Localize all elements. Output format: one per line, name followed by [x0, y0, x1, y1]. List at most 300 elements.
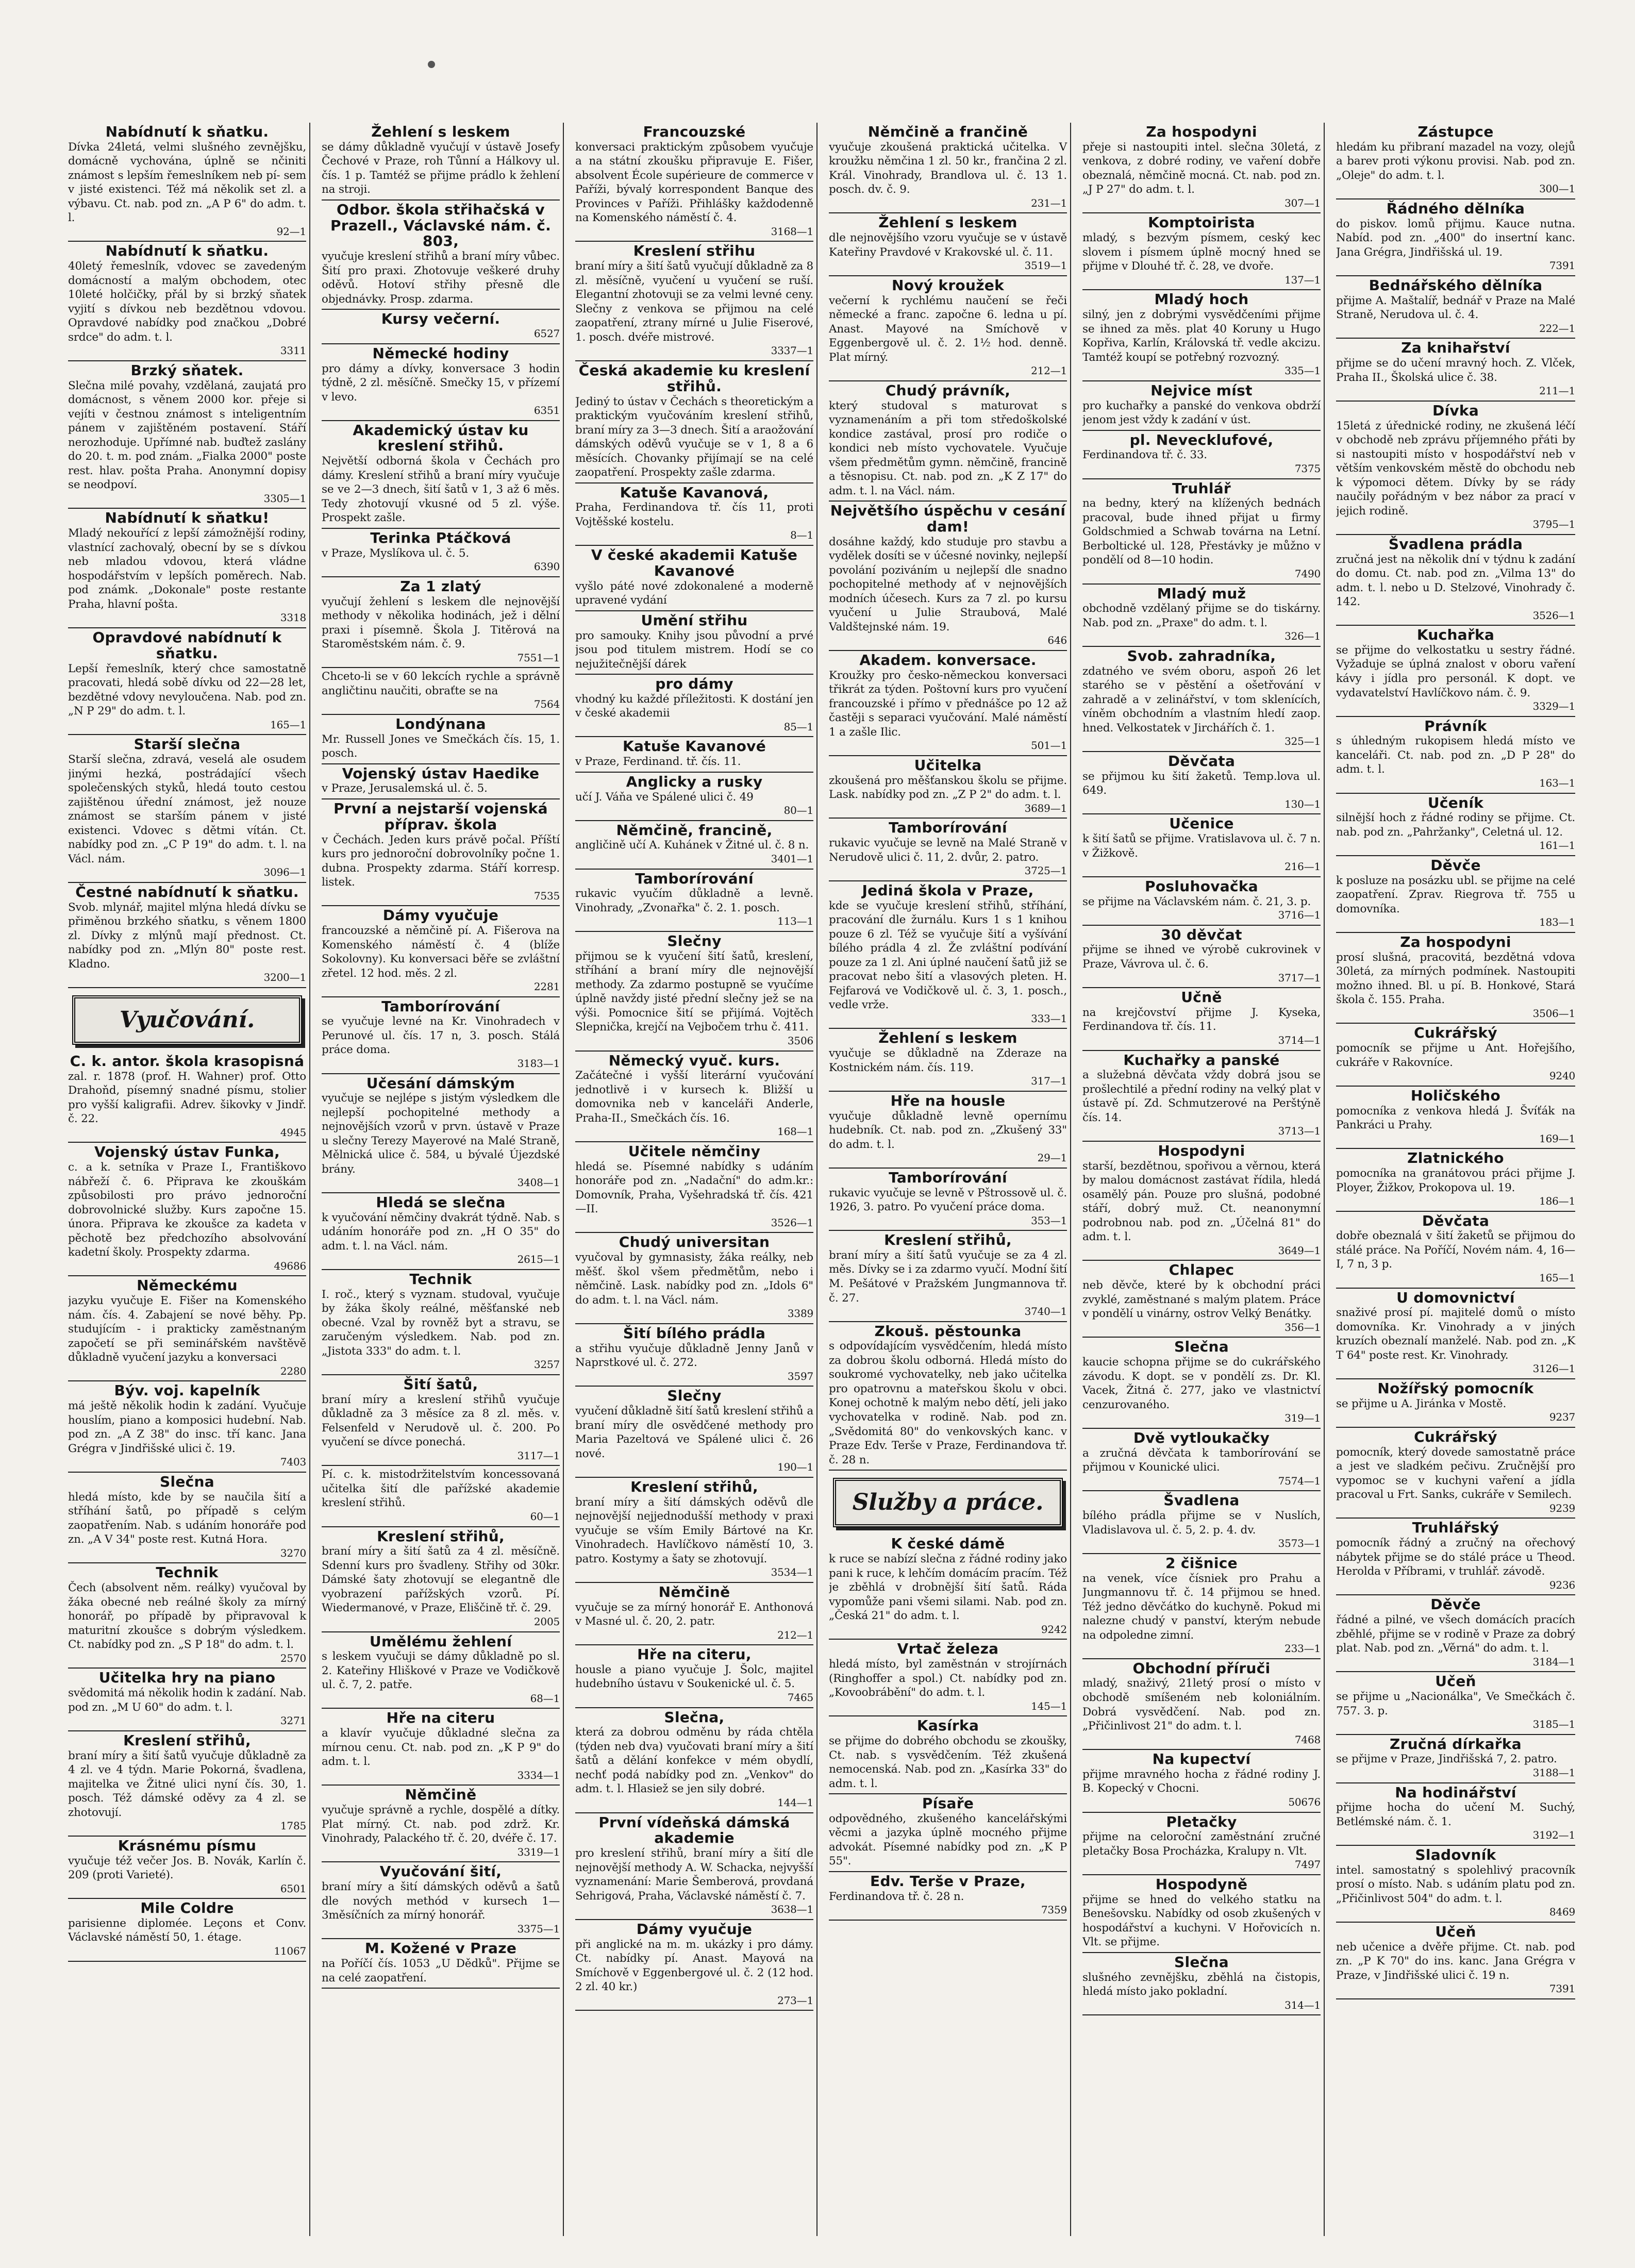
- ad-text: má ještě několik hodin k zadání. Vyučuje houslím, piano a komposici hudební. Nab. pod zn. „A Z 38" do insc. tří kanc. Jana Grégra v Jindřišské ulici č. 19.: [68, 1399, 306, 1455]
- classified-ad: [1336, 1672, 1575, 1735]
- ad-text: pro kuchařky a panské do venkova obdrží jenom jest vždy k zadání v úst.: [1082, 399, 1321, 427]
- classified-ad: [322, 529, 560, 577]
- ad-text: Pí. c. k. mistodržitelstvím koncessovaná učitelka šití dle pařížské akademie kreslení střihů.: [322, 1468, 560, 1510]
- ad-heading: Na kupectví: [1152, 1750, 1251, 1768]
- ad-number: 4945: [280, 1126, 306, 1139]
- ad-heading: Německé hodiny: [372, 344, 509, 362]
- ad-text: pomocníka na granátovou práci přijme J. Ployer, Žižkov, Prokopova ul. 19.: [1336, 1167, 1575, 1194]
- ad-heading: První vídeňská dámská akademie: [598, 1813, 790, 1847]
- ad-number: 7375: [1294, 462, 1321, 475]
- ad-text: obchodně vzdělaný přijme se do tiskárny. Nab. pod zn. „Praxe" do adm. t. l.: [1082, 602, 1321, 629]
- ad-heading: Kuchařky a panské: [1123, 1051, 1280, 1069]
- ad-text: kde se vyučuje kreslení střihů, stříhání, pracování dle žurnálu. Kurs 1 s 1 knihou pouze 6 zl. Též se vyučuje šití a vyšívání bílého prádla 4 zl. Že zvláštní podívání pouze za 1 zl. Ani úplné naučení šatů již se pracovat nebo šití a vlasových pleten. H. Fejfarová ve Vodičkově ul. č. 3, 1. posch., vedle vrže.: [829, 899, 1067, 1012]
- classified-ad: [1082, 1659, 1321, 1750]
- ad-text: přijmou se k vyučení šití šatů, kreslení, stříhání a braní míry dle nejnovější methody. Za zdarmo postupně se vyučíme úplně navždy jisté přední slečny jež se na výši. Pomocnice šití se přijímá. Vojtěch Slepnička, krejčí na Vejbočem trhu č. 411.: [575, 949, 813, 1034]
- ad-text: braní míry a šití šatů vyučují důkladně za 8 zl. měsíčně, vyučení u vyučení se ruší. Elegantní zhotovuji se za velmi levné ceny. Slečny z venkova se přijmou na celé zaopatření, ztrany mírné u Julie Fiserové, 1. posch. dvéře mistrové.: [575, 260, 813, 344]
- ad-text: rukavic vyučuje se levně na Malé Straně v Nerudově ulici č. 11, 2. dvůr, 2. patro.: [829, 837, 1067, 864]
- ad-heading: pl. Nevecklufové,: [1129, 431, 1274, 448]
- ad-heading: Bednářského dělníka: [1369, 276, 1543, 294]
- ad-text: dobře obeznalá v šití žaketů se přijmou do stálé práce. Na Poříčí, Novém nám. 4, 16—I, 7 n, 3 p.: [1336, 1229, 1575, 1271]
- classified-ad: [322, 1862, 560, 1939]
- ad-heading: Zručná dírkařka: [1389, 1735, 1522, 1753]
- ad-heading: Děvče: [1430, 1596, 1481, 1613]
- classified-ad: [322, 906, 560, 997]
- classified-ad: [829, 756, 1067, 819]
- ad-heading: Vrtač železa: [897, 1640, 999, 1658]
- ad-text: hledá místo, kde by se naučila šití a stříhání šatů, po případě s celým zaopatřením. Nab. s udáním honoráře pod zn. „A V 34" poste rest. Kutná Hora.: [68, 1490, 306, 1546]
- classified-ad: [68, 1381, 306, 1472]
- classified-ad: [322, 668, 560, 715]
- ad-number: 3573—1: [1278, 1537, 1321, 1550]
- classified-ad: [322, 715, 560, 764]
- ad-text: neb učenice a dvěře přijme. Ct. nab. pod zn. „P K 70" do ins. kanc. Jana Grégra v Praze, v Jindřišské ulici č. 19 n.: [1336, 1940, 1575, 1982]
- ad-heading: Kursy večerní.: [381, 310, 500, 328]
- ad-heading: Německý vyuč. kurs.: [608, 1052, 780, 1069]
- classified-ad: [322, 1632, 560, 1709]
- ad-text: prosí slušná, pracovitá, bezdětná vdova 30letá, za mírných podmínek. Nastoupiti možno ihned. Bl. u pí. B. Honkové, Stará škola č. 155. Praha.: [1336, 950, 1575, 1007]
- classified-ad: [322, 201, 560, 310]
- ad-text: který studoval s maturovat s vyznamenáním a při tom středoškolské kondice zastával, prosí pro rodiče o kondici neb místo vychovatele. Vyučuje všem předmětům gymn. němčině, francině a těsnopisu. Ct. nab. pod zn. „K Z 17" do adm. t. l. na Václ. nám.: [829, 399, 1067, 497]
- ad-heading: Londýnana: [395, 715, 486, 732]
- ad-number: 9237: [1549, 1411, 1575, 1424]
- ad-number: 7403: [280, 1456, 306, 1469]
- classified-ad: [322, 1193, 560, 1270]
- ad-heading: M. Kožené v Praze: [364, 1940, 517, 1957]
- ad-text: braní míry a šití šatů vyučuje se za 4 zl. měs. Dívky se i za zdarmo vyučí. Modní šití M. Pešátové v Pražském Jungmannova tř. č. 27.: [829, 1248, 1067, 1305]
- classified-ad: [68, 1143, 306, 1276]
- ad-heading: Zkouš. pěstounka: [874, 1322, 1022, 1340]
- ad-heading: Jediná škola v Praze,: [862, 881, 1034, 899]
- ad-text: vyučuje se nejlépe s jistým výsledkem dle nejlepší pochopitelné methody a nejnovějších vzorů v prvn. ústavě v Praze u slečny Terezy Mayerové na Malé Straně, Mělnická ulice č. 584, u bývalé Újezdské brány.: [322, 1092, 560, 1176]
- ad-heading: Hře na citeru,: [637, 1646, 752, 1663]
- classified-ad: [829, 123, 1067, 213]
- classified-ad: [1082, 585, 1321, 647]
- ad-text: parisienne diplomée. Leçons et Conv. Václavské náměstí 50, 1. étage.: [68, 1916, 306, 1944]
- classified-ad: [575, 675, 813, 737]
- classified-ad: [829, 651, 1067, 756]
- section-banner: Služby a práce.: [833, 1478, 1063, 1527]
- ad-text: braní míry a kreslení střihů vyučuje důkladně za 3 měsíce za 8 zl. měs. v. Felsenfeld v Nerudově ul. č. 200. Po vyučení se dívce ponechá.: [322, 1393, 560, 1449]
- ad-number: 2005: [533, 1615, 560, 1628]
- ad-text: vyučuje zkoušená praktická učitelka. V kroužku němčina 1 zl. 50 kr., frančina 2 zl. Král. Vinohrady, Brandlova ul. č. 13 1. posch. dv. č. 9.: [829, 140, 1067, 196]
- ad-heading: Tamborírování: [381, 997, 500, 1015]
- ad-text: a zručná děvčata k tamborírování se přijmou v Kounické ulici.: [1082, 1446, 1321, 1474]
- classified-ad: [829, 1640, 1067, 1716]
- ad-text: intel. samostatný s spolehlivý pracovník prosí o místo. Nab. s udáním platu pod zn. „Přičinlivost 504" do adm. t. l.: [1336, 1863, 1575, 1905]
- ad-number: 212—1: [1031, 364, 1067, 377]
- ad-heading: Němčině, francině,: [616, 821, 773, 839]
- classified-ad: [575, 1142, 813, 1233]
- ad-text: Slečna milé povahy, vzdělaná, zaujatá pro domácnost, s věnem 2000 kor. přeje si vejíti v čestnou známost s inteligentním pánem v zajištěném postavení. Stáří nerozhoduje. Upřímné nab. buďtež zaslány do 20. t. m. pod znám. „Fialka 2000" poste rest. hlav. pošta Praha. Anonymní dopisy se neodpoví.: [68, 379, 306, 492]
- ad-heading: Svob. zahradníka,: [1127, 647, 1276, 664]
- ad-heading: Kasírka: [916, 1717, 979, 1735]
- ad-number: 317—1: [1031, 1075, 1067, 1088]
- ad-number: 7535: [533, 889, 560, 902]
- ad-text: přijme mravného hocha z řádné rodiny J. B. Kopecký v Chocni.: [1082, 1767, 1321, 1795]
- ad-number: 113—1: [777, 915, 813, 928]
- ad-number: 216—1: [1284, 860, 1321, 873]
- ad-text: a klavír vyučuje důkladné slečna za mírnou cenu. Ct. nab. pod zn. „K P 9" do adm. t. l.: [322, 1727, 560, 1769]
- ad-number: 29—1: [1037, 1152, 1067, 1164]
- ad-heading: U domovnictví: [1396, 1289, 1515, 1306]
- ad-text: braní míry a šití dámských oděvů dle nejnovější nejjednodušší methody v praxi vyučuje se vším Emily Bártové na Kr. Vinohradech. Havlíčkovo náměstí 10, 3. patro. Kostymy a šaty se zhotovují.: [575, 1495, 813, 1565]
- ad-heading: Komptoiristа: [1148, 214, 1255, 231]
- ad-heading: Chudý právník,: [885, 381, 1011, 399]
- ad-number: 3526—1: [771, 1216, 813, 1229]
- classified-ad: [1082, 381, 1321, 431]
- ad-text: se přijme u „Nacionálka", Ve Smečkách č. 757. 3. p.: [1336, 1690, 1575, 1717]
- ad-text: Ferdinandova tř. č. 28 n.: [829, 1890, 964, 1903]
- ad-heading: Mile Coldre: [140, 1899, 234, 1917]
- ad-text: silný, jen z dobrými vysvědčeními přijme se ihned za měs. plat 40 Koruny u Hugo Kopřiva, Karlín, Královská tř. vedle akcizu. Tamtéž koupí se potřebný rozvozný.: [1082, 308, 1321, 364]
- classified-ad: [322, 799, 560, 906]
- ad-text: pomocník se přijme u Ant. Hořejšího, cukráře v Rakovníce.: [1336, 1042, 1575, 1069]
- ad-heading: Hledá se slečna: [376, 1194, 506, 1211]
- ad-number: 1785: [280, 1820, 306, 1832]
- ad-text: vyučuje též večer Jos. B. Novák, Karlín č. 209 (proti Varieté).: [68, 1854, 306, 1882]
- ad-heading: Tamborírování: [889, 1169, 1007, 1186]
- classified-ad: [575, 821, 813, 870]
- classified-ad: [1082, 752, 1321, 814]
- ad-number: 3519—1: [1024, 259, 1067, 272]
- classified-ad: [68, 242, 306, 361]
- classified-ad: [1336, 1087, 1575, 1149]
- classified-ad: [322, 997, 560, 1074]
- ad-text: přijme na celoroční zaměstnání zručné pletačky Bosa Procházka, Kralupy n. Vlt.: [1082, 1830, 1321, 1858]
- ad-text: s leskem vyučuji se dámy důkladně po sl. 2. Kateřiny Hliškové v Praze ve Vodičkově ul. č. 7, 2. patře.: [322, 1650, 560, 1692]
- ad-number: 165—1: [270, 718, 306, 731]
- ad-text: Čech (absolvent něm. reálky) vyučoval by žáka obecné neb reálné školy za mírný honorář, po případě by připravoval k maturitní zkoušce s dobrým výsledkem. Ct. nabídky pod zn. „S P 18" do adm. t. l.: [68, 1581, 306, 1652]
- ad-text: na venek, více čísniek pro Prahu a Jungmannovu tř. č. 14 přijmou se hned. Též jedno děvčátko do kuchyně. Pokud mi nalezne chudý v panství, kterým nebude na odpoledne zimní.: [1082, 1572, 1321, 1642]
- ad-text: se přijme v Praze, Jindřišská 7, 2. patro.: [1336, 1753, 1557, 1766]
- ad-text: a služebná děvčata vždy dobrá jsou se prošlechtilé a přední rodiny na velký plat v ústavě pí. Zd. Schmutzerové na Perštýně čís. 14.: [1082, 1069, 1321, 1124]
- ad-text: pro kreslení střihů, braní míry a šití dle nejnovější methody A. W. Schacka, nejvyšší vyznamenání: Marie Šemberová, provdaná Sehrigová, Praha, Václavské náměstí č. 7.: [575, 1847, 813, 1903]
- ad-heading: Čestné nabídnutí k sňatku.: [75, 883, 299, 900]
- ad-heading: Za hospodyni: [1146, 123, 1257, 140]
- classified-ad: [829, 1872, 1067, 1921]
- ad-heading: Býv. voj. kapelník: [114, 1382, 260, 1399]
- ad-text: zkoušená pro měšťanskou školu se přijme. Lask. nabídky pod zn. „Z P 2" do adm. t. l.: [829, 774, 1067, 802]
- ad-text: v Praze, Ferdinand. tř. čís. 11.: [575, 755, 741, 769]
- ad-number: 7564: [533, 698, 560, 711]
- ad-heading: Anglicky a rusky: [626, 773, 763, 790]
- classified-ad: [1336, 276, 1575, 339]
- ad-heading: Nožířský pomocník: [1377, 1380, 1534, 1397]
- classified-ad: [575, 123, 813, 242]
- ad-text: svědomitá má několik hodin k zadání. Nab. pod zn. „M U 60" do adm. t. l.: [68, 1687, 306, 1714]
- ad-number: 3795—1: [1532, 518, 1575, 531]
- ad-heading: Hře na housle: [890, 1092, 1006, 1109]
- classified-ad: [68, 1563, 306, 1669]
- ad-number: 333—1: [1031, 1012, 1067, 1025]
- ad-heading: Žehlení s leskem: [878, 1029, 1017, 1047]
- ad-heading: Děvče: [1430, 856, 1481, 874]
- ad-number: 7551—1: [517, 651, 560, 664]
- ad-heading: Truhlářský: [1412, 1519, 1499, 1537]
- ad-heading: Pletačky: [1166, 1813, 1237, 1830]
- ad-heading: Katuše Kavanová,: [620, 483, 769, 501]
- ad-number: 273—1: [777, 1994, 813, 2007]
- ad-text: v Čechách. Jeden kurs právě počal. Příští kurs pro jednoroční dobrovolníky počne 1. dubna. Prospekty zdarma. Stáří korresp. listek.: [322, 833, 560, 889]
- ad-text: I. roč., který s vyznam. studoval, vyučuje by žáka školy reálné, měšťanské neb obecné. Vzal by rovněž byt a stravu, se zaručeným výsledkem. Nab. pod zn. „Jistota 333" do adm. t. l.: [322, 1288, 560, 1358]
- ad-text: 15letá z úřednické rodiny, ne zkušená léčí v obchodě neb zprávu příjemného přáti by si nastoupiti místo v hospodářství neb v větším venkovském městě do obchodu neb k výpomoci dětem. Dívky by se rády naučily pořádným v bez nábor za prací v jejich rodině.: [1336, 419, 1575, 518]
- ad-heading: Odbor. škola střihačská v Prazell., Václavské nám. č. 803,: [330, 201, 552, 250]
- classified-ad: [1336, 1379, 1575, 1428]
- ad-number: 3334—1: [517, 1769, 560, 1781]
- ad-heading: Slečna: [160, 1473, 214, 1490]
- ad-number: 161—1: [1539, 839, 1575, 852]
- ad-text: večerní k rychlému naučení se řeči německé a franc. započne 6. ledna u pí. Anast. Mayové na Smíchově v Eggenbergově ul. č. 2. 1½ hod. denně. Plat mírný.: [829, 294, 1067, 364]
- ad-heading: Žehlení s leskem: [878, 214, 1017, 231]
- classified-ad: [575, 1478, 813, 1583]
- ad-text: zal. r. 1878 (prof. H. Wahner) prof. Otto Drahoňd, písemný snadné písmu, stolier pro vyšší kaligrafii. Adrev. šikovky v Jindř. č. 22.: [68, 1070, 306, 1126]
- ad-number: 6501: [280, 1882, 306, 1895]
- ad-heading: Truhlář: [1172, 479, 1231, 497]
- ad-text: housle a piano vyučuje J. Šolc, majitel hudebního ústavu v Soukenické ul. č. 5.: [575, 1663, 813, 1691]
- ad-text: na Poříčí čís. 1053 „U Dědků". Přijme se na celé zaopatření.: [322, 1957, 560, 1985]
- classified-ad: [1336, 339, 1575, 401]
- classified-ad: [1336, 1783, 1575, 1846]
- classified-ad: [322, 344, 560, 421]
- ad-number: 212—1: [777, 1628, 813, 1641]
- classified-ad: [575, 361, 813, 483]
- ad-number: 335—1: [1284, 364, 1321, 377]
- ad-text: s odpovídajícím vysvědčením, hledá místo za dobrou školu odborná. Hledá místo do soukromé vychovatelky, neb jako učitelka pro opatrovnu a mateřskou školu v obci. Konej ochotně k malým nebo dětí, jeli jako vychovatelka v rodině. Nab. pod zn. „Svědomitá 80" do venkovských kanc. v Praze Edv. Terše v Praze, Ferdinandova tř. č. 28 n.: [829, 1340, 1067, 1466]
- classified-ad: [829, 1169, 1067, 1231]
- ad-heading: Sladovník: [1415, 1846, 1496, 1864]
- ad-number: 3401—1: [771, 853, 813, 865]
- ad-number: 3408—1: [517, 1176, 560, 1189]
- ad-heading: Chudý universitan: [619, 1233, 770, 1251]
- ad-number: 190—1: [777, 1461, 813, 1474]
- classified-ad: [575, 546, 813, 611]
- ad-heading: Kreslení střihů,: [884, 1231, 1012, 1249]
- ad-number: 3389: [787, 1307, 813, 1320]
- classified-ad: [575, 242, 813, 361]
- ad-text: jazyku vyučuje E. Fišer na Komenského nám. čís. 4. Zabajení se nové běhy. Pp. studujícím - i prakticky zaměstnaným započetí se při seminářském navštěvě důkladně vyučení jazyku a konversaci: [68, 1294, 306, 1364]
- ad-heading: Řádného dělníka: [1386, 199, 1525, 217]
- ad-number: 80—1: [783, 804, 813, 817]
- classified-ad: [575, 483, 813, 546]
- ad-number: 3168—1: [771, 225, 813, 238]
- ad-text: vyučuje správně a rychle, dospělé a dítky. Plat mírný. Ct. nab. pod zdrž. Kr. Vinohrady, Palackého tř. č. 20, dvéře č. 17.: [322, 1804, 560, 1845]
- ad-number: 3200—1: [263, 971, 306, 984]
- ad-heading: V české akademii Katuše Kavanové: [591, 546, 798, 579]
- ad-heading: Edv. Terše v Praze,: [870, 1872, 1026, 1890]
- ad-heading: Akademický ústav ku kreslení střihů.: [353, 421, 529, 455]
- classified-ad: [322, 764, 560, 799]
- ad-number: 7359: [1041, 1904, 1067, 1916]
- ad-text: zručná jest na několik dní v týdnu k zadání do domu. Ct. nab. pod zn. „Vilma 13" do adm. t. l. nebo u D. Stelzové, Vinohrady č. 142.: [1336, 553, 1575, 609]
- ad-heading: Chlapec: [1169, 1261, 1234, 1279]
- classified-ad: [829, 1322, 1067, 1471]
- classified-ad: [1082, 1338, 1321, 1428]
- ad-heading: Brzký sňatek.: [130, 361, 244, 379]
- ad-text: silnější hoch z řádné rodiny se přijme. Ct. nab. pod zn. „Pahržanky", Celetná ul. 12.: [1336, 811, 1575, 839]
- ad-number: 92—1: [276, 225, 306, 238]
- ad-text: se přijmou ku šití žaketů. Temp.lova ul. 649.: [1082, 770, 1321, 797]
- ad-heading: Písaře: [922, 1795, 974, 1812]
- ad-number: 3270: [280, 1546, 306, 1559]
- ad-number: 3126—1: [1532, 1362, 1575, 1375]
- column-1: [68, 123, 310, 2236]
- ad-heading: Opravdové nabídnutí k sňatku.: [92, 628, 282, 662]
- classified-ad: [1336, 856, 1575, 933]
- ad-number: 130—1: [1284, 797, 1321, 810]
- ad-heading: Cukrářský: [1414, 1428, 1497, 1445]
- ad-number: 7465: [787, 1691, 813, 1704]
- ad-heading: Učenice: [1169, 815, 1234, 832]
- ad-heading: Tamborírování: [635, 870, 754, 887]
- ad-heading: Slečny: [667, 1387, 722, 1405]
- ad-text: Praha, Ferdinandova tř. čís 11, proti Vojtěšské kostelu.: [575, 501, 813, 528]
- ad-text: braní míry a šití dámských oděvů a šatů dle nových methód v kursech 1—3měsíčních za mírný honorář.: [322, 1880, 560, 1922]
- ad-heading: Učitelka: [914, 757, 982, 774]
- ad-text: snaživé prosí pí. majitelé domů o místo domovníka. Kr. Vinohrady a v jiných kruzích obeznalí manželé. Nab. pod zn. „K T 64" poste rest. Kr. Vinohrady.: [1336, 1306, 1575, 1362]
- ad-text: která za dobrou odměnu by ráda chtěla (týden neb dva) vyučovati braní míry a šití šatů a dělání konfekce v mém obydlí, nechť podá nabídky pod zn. „Venkov" do adm. t. l. Hlasiež se jen sily dobré.: [575, 1726, 813, 1796]
- ad-number: 3534—1: [771, 1566, 813, 1579]
- ad-text: c. a k. setníka v Praze I., Františkovo nábřeží č. 6. Připrava ke zkouškám způsobilosti pro právo jednoroční dobrovolnické služby. Kurs započne 15. února. Připrava ke zkoušce za kadeta v pěchotě bez předchozího absolvování kadetní školy. Prospekty zdarma.: [68, 1161, 306, 1259]
- ad-heading: Švadlena: [1163, 1492, 1240, 1509]
- ad-number: 144—1: [777, 1796, 813, 1809]
- classified-ad: [829, 1231, 1067, 1322]
- ad-number: 169—1: [1539, 1132, 1575, 1145]
- classified-ad: [575, 1233, 813, 1324]
- ad-text: přijme hocha do učení M. Suchý, Betlémské nám. č. 1.: [1336, 1801, 1575, 1828]
- ad-heading: Nejvice míst: [1150, 381, 1253, 399]
- ad-number: 2570: [280, 1652, 306, 1664]
- ad-text: Starší slečna, zdravá, veselá ale osudem jinými hezká, postrádající všech společenských styků, hledá touto cestou zajištěnou úřední známost, jež nouze známost se starším pánem v jisté existenci. Vdovec s dětmi vítán. Ct. nabídky pod zn. „C P 19" do adm. t. l. na Václ. nám.: [68, 753, 306, 865]
- ad-heading: Mladý muž: [1157, 585, 1246, 602]
- ad-heading: Za knihařství: [1401, 339, 1510, 357]
- ad-heading: Učitelka hry na piano: [98, 1669, 276, 1687]
- classified-ad: [1336, 1428, 1575, 1519]
- ad-heading: Učně: [1181, 989, 1222, 1006]
- columns: [68, 123, 1578, 2236]
- classified-ad: [1336, 123, 1575, 199]
- classified-ad: [68, 1276, 306, 1381]
- ad-text: se dámy důkladně vyučují v ústavě Josefy Čechové v Praze, roh Tůnní a Hálkovy ul. čís. 1 p. Tamtéž se přijme prádlo k žehlení na stroji.: [322, 140, 560, 196]
- ad-number: 3689—1: [1024, 802, 1067, 814]
- ad-heading: Žehlení s leskem: [371, 123, 510, 140]
- classified-ad: [68, 509, 306, 628]
- ad-text: s úhledným rukopisem hledá místo ve kanceláři. Ct. nab. pod zn. „D P 28" do adm. t. l.: [1336, 735, 1575, 776]
- ad-heading: Akadem. konversace.: [859, 652, 1037, 669]
- ad-text: kaucie schopna přijme se do cukrářského závodu. K dopt. se v pondělí zs. Dr. Kl. Vacek, Žitná č. 277, jako ve vlastnictví cenzurovaného.: [1082, 1356, 1321, 1411]
- ad-text: mladý, s bezvým písmem, ceský kec slovem i písmem úplně mocný hned se přijme v Dlouhé tř. č. 28, ve dvoře.: [1082, 231, 1321, 273]
- ad-heading: Na hodinářství: [1395, 1783, 1516, 1801]
- ad-text: mladý, snaživý, 21letý prosí o místo v obchodě smíšeném neb koloniálním. Dobrá vysvědčení. Nab. pod zn. „Přičinlivost 21" do adm. t. l.: [1082, 1677, 1321, 1733]
- classified-ad: [322, 1270, 560, 1375]
- ad-text: angličině učí A. Kuhánek v Žitné ul. č. 8 n.: [575, 839, 809, 852]
- ad-text: na krejčovství přijme J. Kyseka, Ferdinandova tř. čís. 11.: [1082, 1006, 1321, 1033]
- classified-ad: [1082, 431, 1321, 479]
- ad-heading: Děvčata: [1422, 1212, 1490, 1229]
- ad-heading: Slečna,: [664, 1708, 725, 1726]
- ad-heading: Učeník: [1427, 794, 1484, 811]
- ad-heading: Technik: [156, 1564, 219, 1581]
- classified-ad: [68, 883, 306, 988]
- ad-number: 6527: [533, 327, 560, 340]
- column-2: [322, 123, 564, 2236]
- ad-number: 3740—1: [1024, 1305, 1067, 1318]
- ad-number: 7391: [1549, 1982, 1575, 1995]
- ad-heading: Umělému žehlení: [369, 1632, 512, 1650]
- classified-ad: [68, 1473, 306, 1563]
- classified-ad: [575, 1645, 813, 1708]
- classified-ad: [1336, 933, 1575, 1024]
- ad-heading: Hře na citeru: [386, 1709, 495, 1727]
- classified-ad: [575, 1813, 813, 1920]
- ad-text: Mr. Russell Jones ve Smečkách čís. 15, 1. posch.: [322, 732, 560, 760]
- ad-number: 7468: [1294, 1733, 1321, 1746]
- ad-heading: Právník: [1424, 717, 1487, 735]
- ad-text: v Praze, Jerusalemská ul. č. 5.: [322, 782, 488, 795]
- ad-number: 9239: [1549, 1502, 1575, 1514]
- ad-number: 6390: [533, 560, 560, 573]
- ad-heading: Dámy vyučuje: [382, 907, 499, 924]
- ad-heading: Starší slečna: [134, 736, 241, 753]
- ad-text: vyučuje se důkladně na Zderaze na Kostnickém nám. čís. 119.: [829, 1047, 1067, 1074]
- ad-number: 3318: [280, 611, 306, 624]
- ad-heading: Obchodní příruči: [1132, 1659, 1271, 1677]
- ad-heading: Němčině: [658, 1583, 730, 1600]
- ad-heading: Hospodyni: [1158, 1142, 1245, 1159]
- ad-text: rukavic vyučím důkladně a levně. Vinohrady, „Zvonařka" č. 2. 1. posch.: [575, 887, 813, 914]
- classified-ad: [1082, 988, 1321, 1050]
- ad-text: Svob. mlynář, majitel mlýna hledá dívku se přiměnou brzkého sňatku, s věnem 1800 zl. Dívky z mlýnů mají přednost. Ct. nabídky pod zn. „Mlýn 80" poste rest. Kladno.: [68, 900, 306, 971]
- ad-text: se vyučuje levné na Kr. Vinohradech v Perunové ul. čís. 17 n, 3. posch. Stálá práce doma.: [322, 1015, 560, 1057]
- ad-number: 3337—1: [771, 344, 813, 357]
- ad-number: 307—1: [1284, 196, 1321, 209]
- ad-text: odpovědného, zkušeného kancelářskými věcmi a jazyka úplně mocného přijme advokát. Písemné nabídky pod zn. „K P 55".: [829, 1812, 1067, 1868]
- classified-ad: [575, 1052, 813, 1142]
- classified-ad: [1082, 877, 1321, 926]
- ad-heading: Šití šatů,: [403, 1375, 478, 1393]
- classified-ad: [575, 611, 813, 675]
- ad-text: pro samouky. Knihy jsou původní a prvé jsou pod titulem mistrem. Hodí se co nejužitečnější dárek: [575, 629, 813, 671]
- ad-text: slušného zevnějšku, zběhlá na čistopis, hledá místo jako pokladní.: [1082, 1971, 1321, 1998]
- ad-number: 3183—1: [517, 1057, 560, 1070]
- ad-number: 3329—1: [1532, 700, 1575, 713]
- classified-ad: [1082, 123, 1321, 213]
- classified-ad: [1082, 1142, 1321, 1261]
- classified-ad: [1082, 1554, 1321, 1659]
- classified-ad: [1082, 1491, 1321, 1554]
- ad-text: neb děvče, které by k obchodní práci zvyklé, zaměstnané s malým platem. Práce v pondělí u vinárny, ostrov Velký Benátky.: [1082, 1279, 1321, 1321]
- classified-ad: [1082, 926, 1321, 988]
- ad-heading: Nabídnutí k sňatku.: [105, 242, 269, 260]
- classified-ad: [575, 1387, 813, 1477]
- ad-text: pomocník, který dovede samostatně práce a jest ve sladkém pečivu. Zručnější pro vypomoc se v kuchyni vaření a jídla pracoval u Frt. Sanks, cukráře v Semilech.: [1336, 1445, 1575, 1502]
- ad-text: se přijme do velkostatku u sestry řádné. Vyžaduje se úplná znalost v oboru vaření kávy i jídla pro personál. K dopt. ve vydavatelství Havlíčkovo nám. č. 9.: [1336, 643, 1575, 699]
- ad-text: braní míry a šití šatů vyučuje důkladně za 4 zl. ve 4 týdn. Marie Pokorná, švadlena, majitelka ve Žitné ulici nyní čís. 30, 1. posch. Též dámské oděvy za 4 zl. se zhotovují.: [68, 1749, 306, 1819]
- classified-ad: [322, 421, 560, 529]
- ad-number: 211—1: [1539, 385, 1575, 397]
- ad-text: přijme A. Maštalíř, bednář v Praze na Malé Straně, Nerudova ul. č. 4.: [1336, 294, 1575, 322]
- ad-number: 8—1: [790, 529, 813, 542]
- ad-heading: Krásnému písmu: [118, 1837, 257, 1854]
- ad-number: 8469: [1549, 1906, 1575, 1919]
- classified-ad: [1336, 1024, 1575, 1086]
- ad-heading: Kuchařka: [1416, 626, 1495, 644]
- classified-ad: [829, 1794, 1067, 1872]
- ad-heading: Kreslení střihů,: [123, 1731, 251, 1749]
- classified-ad: [575, 737, 813, 772]
- classified-ad: [829, 381, 1067, 502]
- ad-heading: Šití bílého prádla: [623, 1324, 766, 1342]
- classified-ad: [68, 1899, 306, 1961]
